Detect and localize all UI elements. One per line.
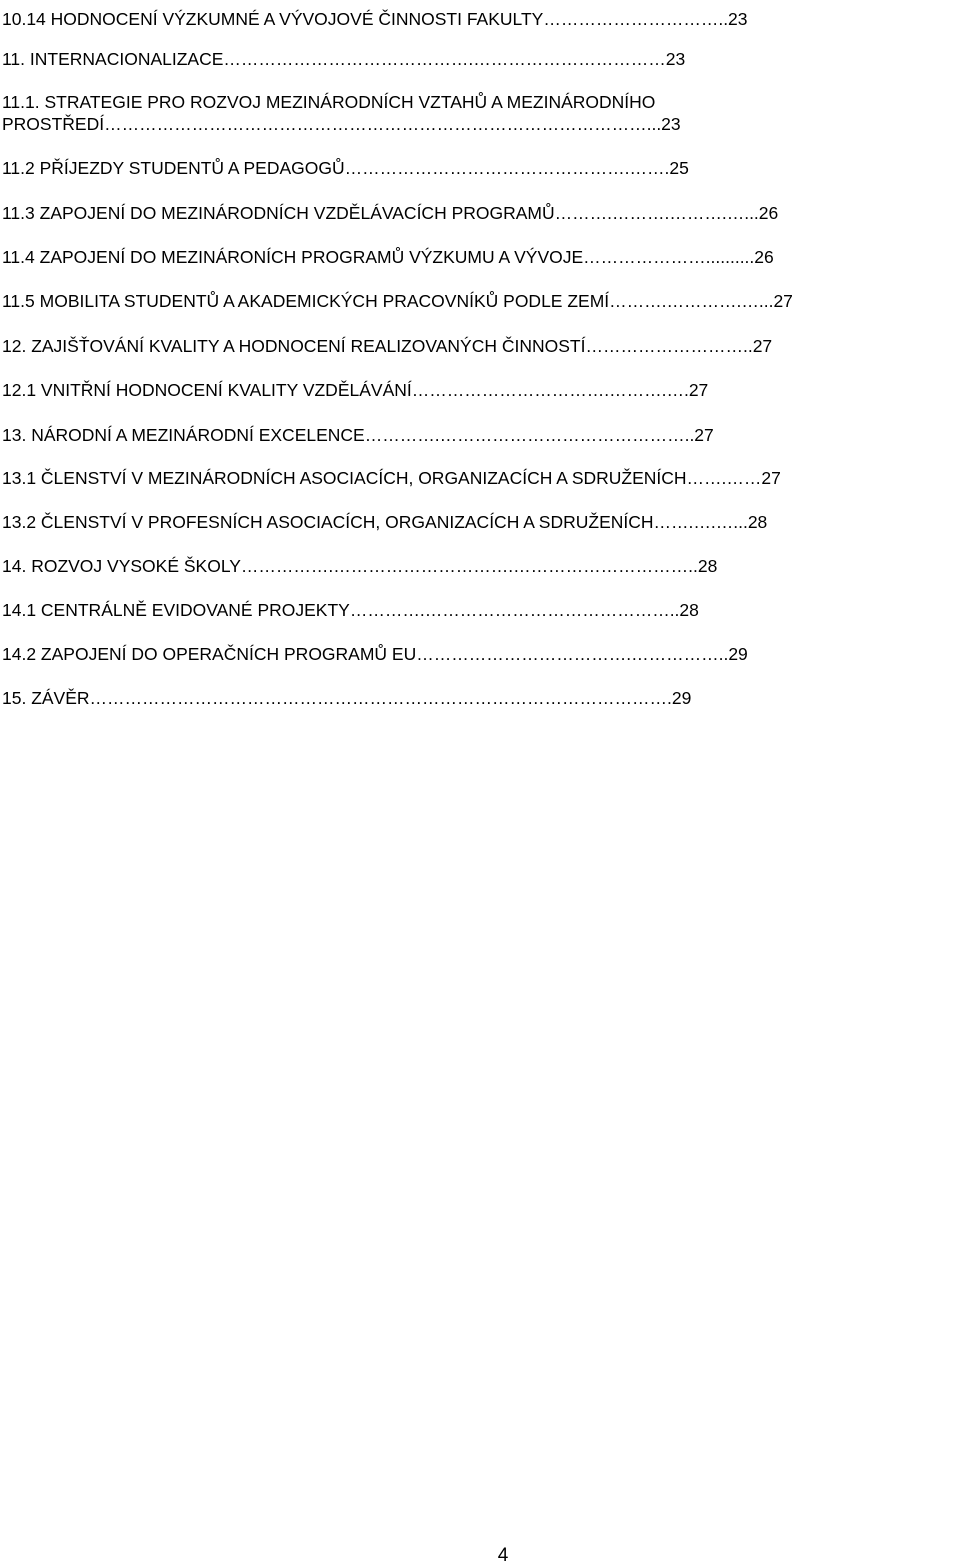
toc-entry-11-1[interactable] <box>2 91 950 135</box>
toc-entry-text: 11.4 ZAPOJENÍ DO MEZINÁRONÍCH PROGRAMŮ VÝZKUMU A VÝVOJE…………………..........26 <box>2 247 774 267</box>
page-number: 4 <box>497 1545 509 1566</box>
toc-entry-14[interactable] <box>2 555 950 577</box>
toc-entry-14-2[interactable] <box>2 643 950 665</box>
toc-entry-text: 11. INTERNACIONALIZACE…………………………………….……………………………23 <box>2 49 686 69</box>
toc-entry-13-1[interactable] <box>2 467 950 489</box>
toc-entry-text: 12. ZAJIŠŤOVÁNÍ KVALITY A HODNOCENÍ REALIZOVANÝCH ČINNOSTÍ………………………..27 <box>2 336 773 356</box>
toc-entry-text: 13.1 ČLENSTVÍ V MEZINÁRODNÍCH ASOCIACÍCH, ORGANIZACÍCH A SDRUŽENÍCH…….……27 <box>2 468 781 488</box>
toc-entry-text: 14.1 CENTRÁLNĚ EVIDOVANÉ PROJEKTY………….……………………………………..28 <box>2 600 699 620</box>
toc-entry-13[interactable] <box>2 424 950 446</box>
toc-entry-text: 11.2 PŘÍJEZDY STUDENTŮ A PEDAGOGŮ………………………………………….…….25 <box>2 158 689 178</box>
toc-entry-text: 10.14 HODNOCENÍ VÝZKUMNÉ A VÝVOJOVÉ ČINNOSTI FAKULTY…………………………..23 <box>2 9 748 29</box>
toc-entry-text: 13. NÁRODNÍ A MEZINÁRODNÍ EXCELENCE………….……………………………………..27 <box>2 425 714 445</box>
toc-entry-text: 13.2 ČLENSTVÍ V PROFESNÍCH ASOCIACÍCH, ORGANIZACÍCH A SDRUŽENÍCH…….….…...28 <box>2 512 768 532</box>
toc-entry-14-1[interactable] <box>2 599 950 621</box>
toc-entry-12[interactable] <box>2 335 950 357</box>
toc-entry-12-1[interactable] <box>2 379 950 401</box>
toc-entry-15[interactable] <box>2 687 950 709</box>
toc-entry-text: 14.2 ZAPOJENÍ DO OPERAČNÍCH PROGRAMŮ EU……………………………….……………..29 <box>2 644 748 664</box>
toc-entry-text: 11.5 MOBILITA STUDENTŮ A AKADEMICKÝCH PRACOVNÍKŮ PODLE ZEMÍ……….………….…...27 <box>2 291 793 311</box>
toc-entry-text: 11.3 ZAPOJENÍ DO MEZINÁRODNÍCH VZDĚLÁVACÍCH PROGRAMŮ……….……….……….…...26 <box>2 203 779 223</box>
toc-entry-11-4[interactable] <box>2 246 950 268</box>
toc-entry-11-2[interactable] <box>2 157 950 179</box>
toc-entry-text-line-2: PROSTŘEDÍ…………………………………………………………………………………...23 <box>2 114 681 134</box>
toc-entry-11-3[interactable] <box>2 202 950 224</box>
toc-entry-11[interactable] <box>2 48 950 70</box>
toc-entry-text: 12.1 VNITŘNÍ HODNOCENÍ KVALITY VZDĚLÁVÁNÍ…………………………….……….….27 <box>2 380 709 400</box>
toc-entry-10-14[interactable] <box>2 8 950 30</box>
toc-entry-text: 15. ZÁVĚR……………………………………………………………………………………….29 <box>2 688 692 708</box>
toc-entry-text: 14. ROZVOJ VYSOKÉ ŠKOLY…………….………………………….…………………………..28 <box>2 556 718 576</box>
toc-entry-13-2[interactable] <box>2 511 950 533</box>
toc-entry-text-line-1: 11.1. STRATEGIE PRO ROZVOJ MEZINÁRODNÍCH VZTAHŮ A MEZINÁRODNÍHO <box>2 92 656 112</box>
toc-entry-11-5[interactable] <box>2 290 950 312</box>
